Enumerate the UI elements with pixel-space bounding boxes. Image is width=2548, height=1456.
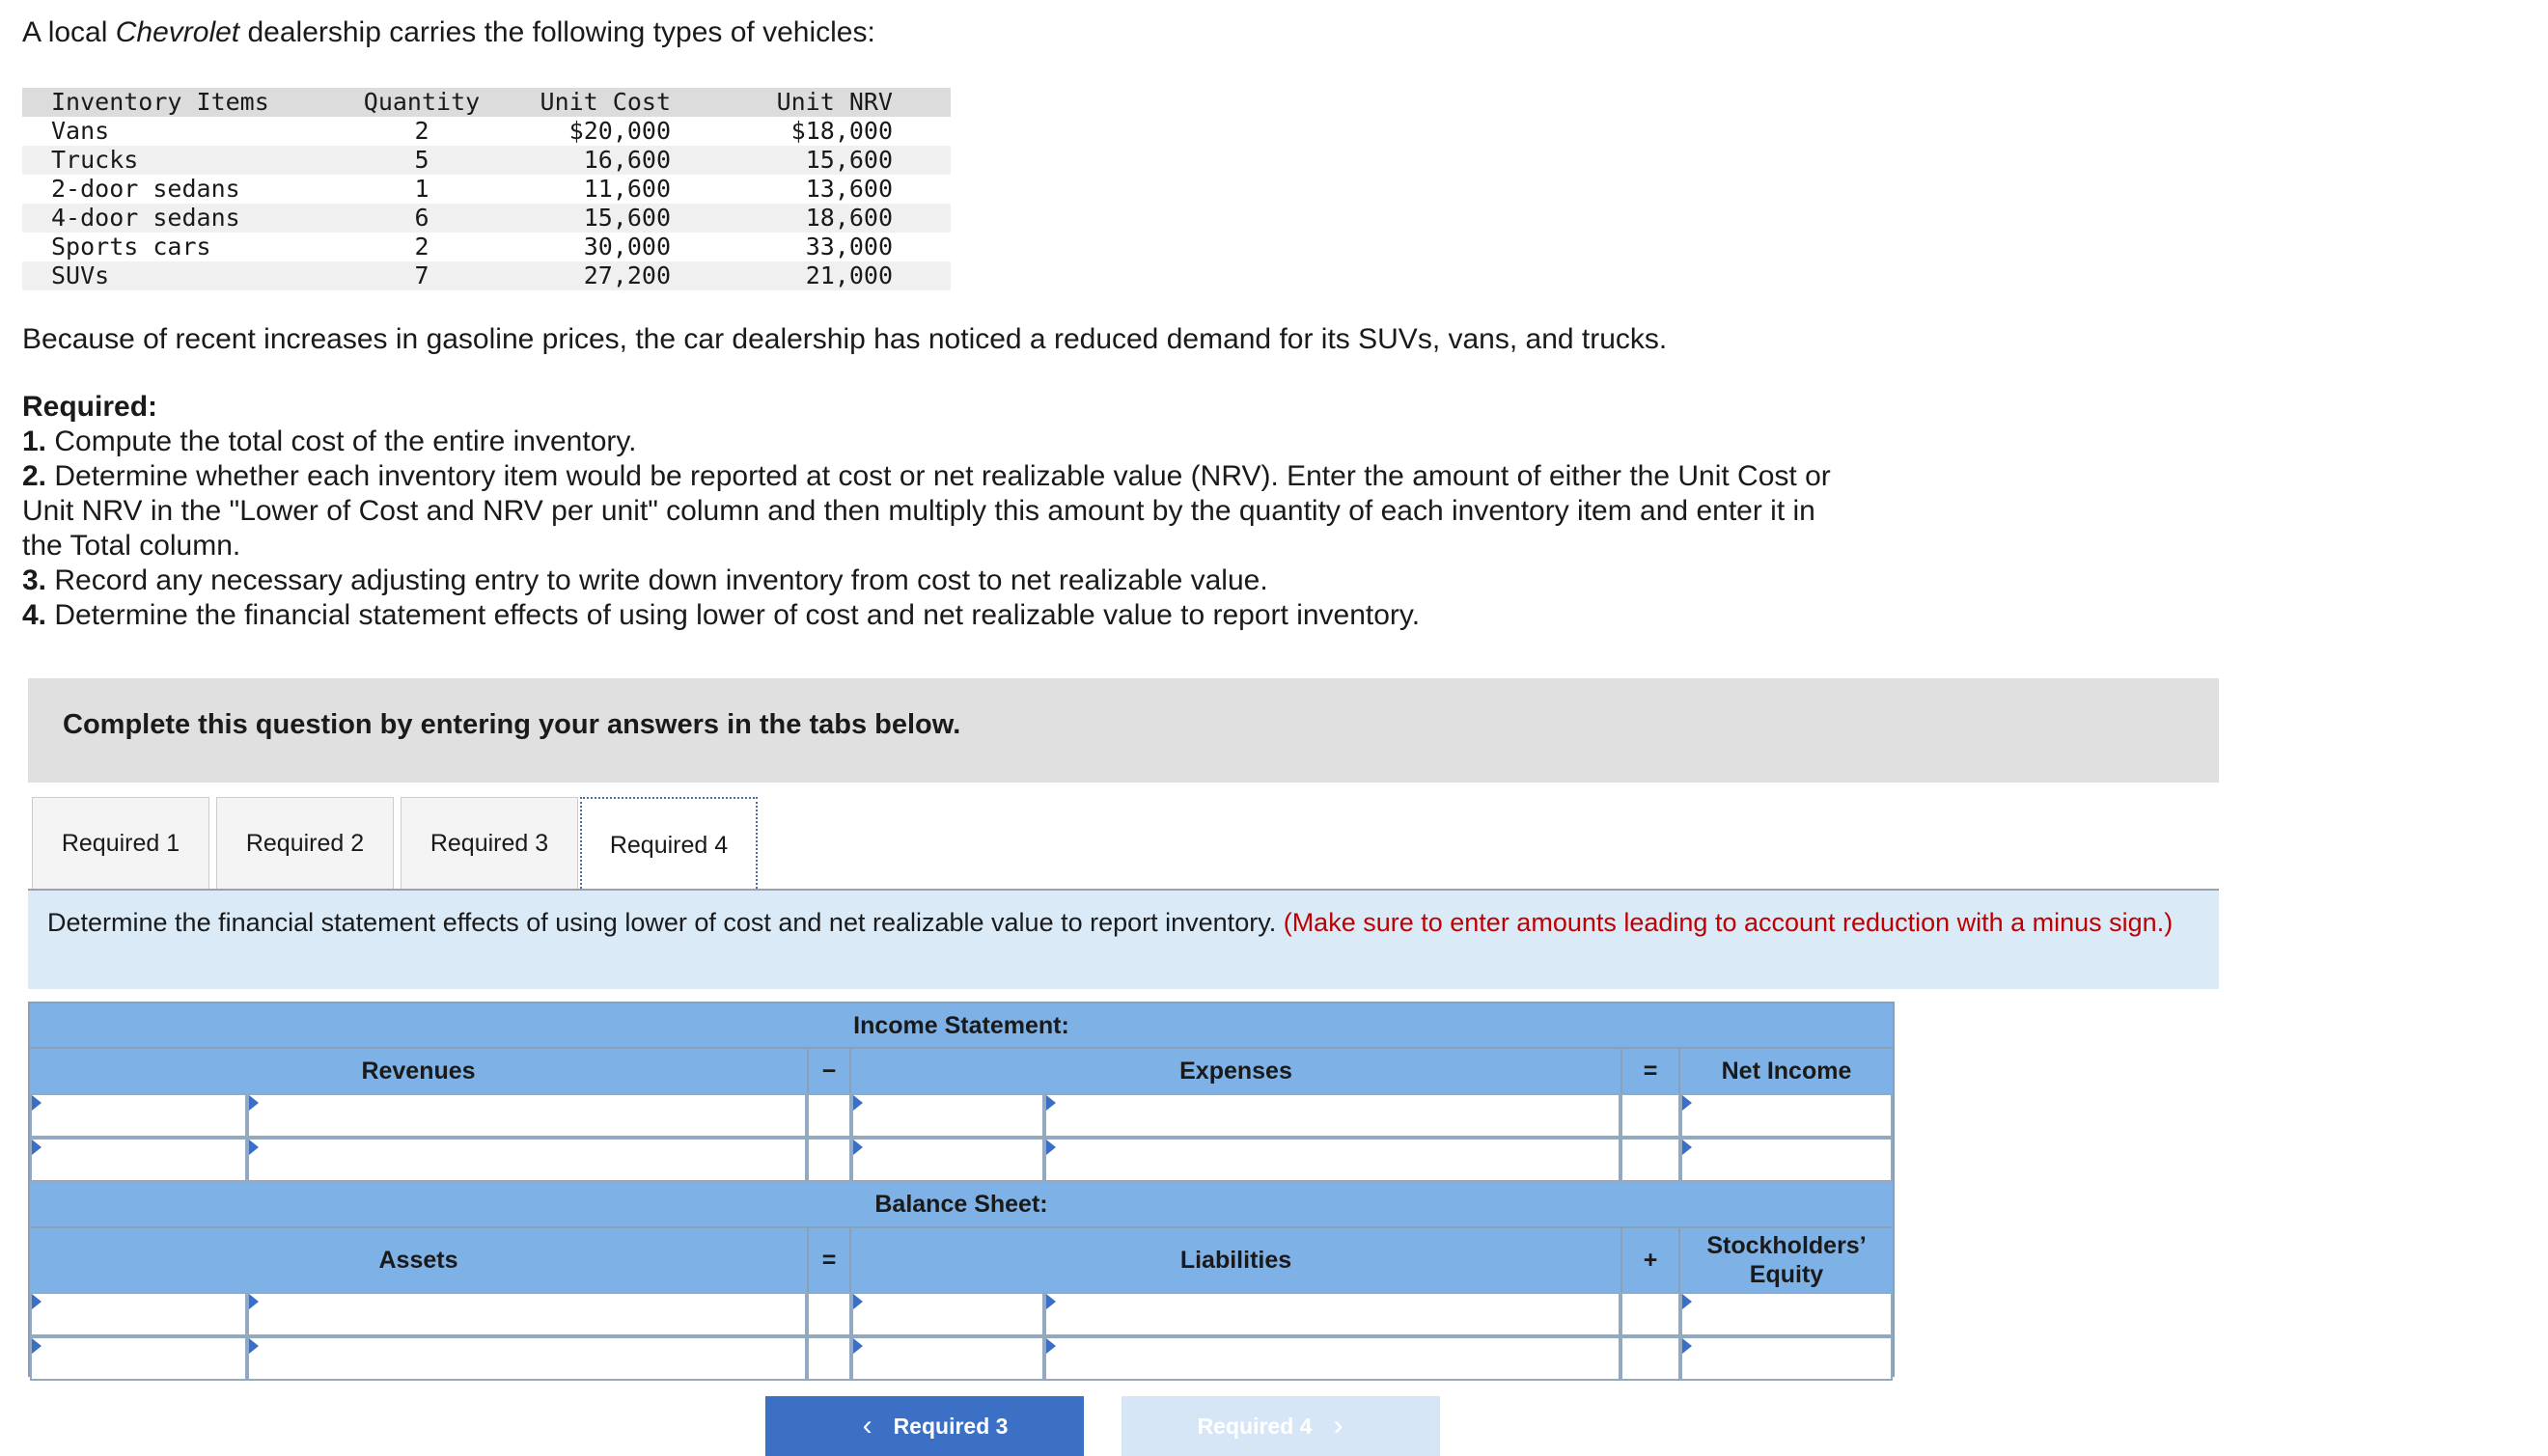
required-item	[22, 425, 1837, 459]
bs-equals-sign: =	[807, 1228, 851, 1292]
table-row	[22, 261, 951, 290]
dropdown-flag-icon	[853, 1294, 863, 1309]
cell-nrv: 15,600	[805, 146, 893, 174]
chevron-left-icon: ‹	[862, 1410, 872, 1442]
dropdown-flag-icon	[249, 1338, 259, 1354]
instruction-text: Determine the financial statement effects of using lower of cost and net realizable value to report inventory.	[47, 908, 1284, 937]
is-expense-amount-input[interactable]	[1044, 1093, 1620, 1138]
cell-nrv: 13,600	[805, 175, 893, 203]
dropdown-flag-icon	[853, 1140, 863, 1155]
is-minus-spacer	[807, 1093, 851, 1138]
cell-cost: 11,600	[583, 175, 671, 203]
liabilities-header: Liabilities	[1179, 1247, 1292, 1274]
bs-plus-spacer	[1620, 1336, 1680, 1381]
income-statement-title: Income Statement:	[853, 1011, 1069, 1039]
is-expense-account-input[interactable]	[851, 1093, 1044, 1138]
cell-cost: 30,000	[583, 233, 671, 261]
prev-button-label: Required 3	[893, 1413, 1009, 1439]
instruction-box	[28, 891, 2219, 989]
table-row	[22, 233, 951, 261]
required-item	[22, 563, 1837, 598]
balance-sheet-row	[30, 1292, 1893, 1336]
plus-sign: +	[1620, 1228, 1680, 1292]
income-statement-header-row	[30, 1047, 1893, 1093]
is-net-income-input[interactable]	[1680, 1093, 1893, 1138]
tab-required-2[interactable]: Required 2	[216, 797, 394, 891]
tab-required-4[interactable]: Required 4	[580, 797, 758, 893]
required-num: 3.	[22, 564, 47, 596]
prev-required-button[interactable]	[765, 1396, 1084, 1456]
cell-qty: 1	[414, 175, 429, 203]
context-paragraph: Because of recent increases in gasoline prices, the car dealership has noticed a reduced demand for its SUVs, vans, and trucks.	[22, 323, 1668, 355]
bs-asset-account-input[interactable]	[30, 1336, 247, 1381]
required-text: Compute the total cost of the entire inventory.	[46, 426, 637, 457]
cell-nrv: 21,000	[805, 261, 893, 289]
balance-sheet-row	[30, 1336, 1893, 1381]
next-button-label: Required 4	[1197, 1413, 1313, 1439]
assets-header: Assets	[378, 1247, 458, 1274]
required-item	[22, 598, 1837, 633]
dropdown-flag-icon	[32, 1140, 42, 1155]
is-expense-account-input[interactable]	[851, 1138, 1044, 1182]
bs-liability-account-input[interactable]	[851, 1336, 1044, 1381]
is-revenue-amount-input[interactable]	[247, 1138, 807, 1182]
header-quantity: Quantity	[363, 88, 481, 116]
intro-prefix: A local	[22, 16, 116, 48]
required-num: 4.	[22, 599, 47, 631]
bs-asset-account-input[interactable]	[30, 1292, 247, 1336]
next-required-button	[1122, 1396, 1440, 1456]
required-list	[22, 390, 1837, 633]
bs-liability-amount-input[interactable]	[1044, 1336, 1620, 1381]
cell-nrv: $18,000	[790, 117, 893, 145]
balance-sheet-title: Balance Sheet:	[874, 1191, 1048, 1218]
intro-brand: Chevrolet	[115, 16, 240, 48]
cell-qty: 5	[414, 146, 429, 174]
dropdown-flag-icon	[249, 1140, 259, 1155]
intro-text	[22, 14, 875, 52]
dropdown-flag-icon	[1046, 1140, 1056, 1155]
is-revenue-account-input[interactable]	[30, 1138, 247, 1182]
cell-nrv: 18,600	[805, 204, 893, 232]
is-equals-spacer	[1620, 1138, 1680, 1182]
cell-item: Trucks	[51, 146, 139, 174]
equity-header: Stockholders’ Equity	[1706, 1232, 1867, 1288]
header-unit-cost: Unit Cost	[540, 88, 671, 116]
bs-equals-spacer	[807, 1292, 851, 1336]
minus-sign: −	[807, 1049, 851, 1093]
required-num: 1.	[22, 426, 47, 457]
cell-cost: $20,000	[568, 117, 671, 145]
cell-item: SUVs	[51, 261, 110, 289]
inventory-table	[22, 88, 951, 290]
required-text: Determine the financial statement effects of using lower of cost and net realizable value to report inventory.	[46, 599, 1421, 631]
effects-grid	[28, 1002, 1895, 1377]
is-minus-spacer	[807, 1138, 851, 1182]
table-row	[22, 146, 951, 175]
table-row	[22, 204, 951, 233]
dropdown-flag-icon	[1046, 1294, 1056, 1309]
bs-liability-account-input[interactable]	[851, 1292, 1044, 1336]
bs-asset-amount-input[interactable]	[247, 1336, 807, 1381]
income-statement-row	[30, 1093, 1893, 1138]
bs-equity-input[interactable]	[1680, 1292, 1893, 1336]
required-text: Record any necessary adjusting entry to write down inventory from cost to net realizable value.	[46, 564, 1268, 596]
dropdown-flag-icon	[853, 1095, 863, 1111]
expenses-header: Expenses	[1179, 1058, 1292, 1085]
inventory-header-row	[22, 88, 951, 117]
complete-prompt-box	[28, 678, 2219, 783]
required-num: 2.	[22, 460, 47, 492]
bs-asset-amount-input[interactable]	[247, 1292, 807, 1336]
cell-cost: 16,600	[583, 146, 671, 174]
equals-sign: =	[1620, 1049, 1680, 1093]
dropdown-flag-icon	[1682, 1294, 1692, 1309]
dropdown-flag-icon	[1046, 1095, 1056, 1111]
is-expense-amount-input[interactable]	[1044, 1138, 1620, 1182]
dropdown-flag-icon	[32, 1294, 42, 1309]
net-income-header: Net Income	[1721, 1058, 1852, 1085]
dropdown-flag-icon	[1682, 1140, 1692, 1155]
income-statement-title-row	[30, 1003, 1893, 1047]
cell-cost: 27,200	[583, 261, 671, 289]
chevron-right-icon: ›	[1333, 1410, 1343, 1442]
is-equals-spacer	[1620, 1093, 1680, 1138]
cell-item: 4-door sedans	[51, 204, 240, 232]
complete-prompt: Complete this question by entering your answers in the tabs below.	[63, 709, 961, 740]
balance-sheet-title-row	[30, 1182, 1893, 1226]
dropdown-flag-icon	[853, 1338, 863, 1354]
is-revenue-account-input[interactable]	[30, 1093, 247, 1138]
income-statement-row	[30, 1138, 1893, 1182]
header-items: Inventory Items	[51, 88, 269, 116]
intro-suffix: dealership carries the following types of vehicles:	[239, 16, 875, 48]
required-item	[22, 459, 1837, 563]
table-row	[22, 117, 951, 146]
dropdown-flag-icon	[32, 1338, 42, 1354]
cell-nrv: 33,000	[805, 233, 893, 261]
cell-qty: 6	[414, 204, 429, 232]
cell-qty: 2	[414, 117, 429, 145]
bs-liability-amount-input[interactable]	[1044, 1292, 1620, 1336]
is-net-income-input[interactable]	[1680, 1138, 1893, 1182]
bs-equity-input[interactable]	[1680, 1336, 1893, 1381]
is-revenue-amount-input[interactable]	[247, 1093, 807, 1138]
dropdown-flag-icon	[1046, 1338, 1056, 1354]
cell-qty: 7	[414, 261, 429, 289]
dropdown-flag-icon	[1682, 1338, 1692, 1354]
cell-qty: 2	[414, 233, 429, 261]
dropdown-flag-icon	[249, 1095, 259, 1111]
required-heading: Required:	[22, 391, 158, 423]
cell-item: 2-door sedans	[51, 175, 240, 203]
cell-cost: 15,600	[583, 204, 671, 232]
dropdown-flag-icon	[249, 1294, 259, 1309]
dropdown-flag-icon	[1682, 1095, 1692, 1111]
cell-item: Vans	[51, 117, 110, 145]
bs-equals-spacer	[807, 1336, 851, 1381]
required-text: Determine whether each inventory item would be reported at cost or net realizable value (NRV). Enter the amount of either the Unit Cost or Unit NRV in the "Lower of Cost and NRV per unit" column and then multiply this amount by the quantity of each inventory item and enter it in the Total column.	[22, 460, 1831, 562]
balance-sheet-header-row	[30, 1226, 1893, 1292]
instruction-note: (Make sure to enter amounts leading to account reduction with a minus sign.)	[1283, 908, 2174, 937]
tab-required-3[interactable]: Required 3	[401, 797, 578, 891]
revenues-header: Revenues	[361, 1058, 476, 1085]
dropdown-flag-icon	[32, 1095, 42, 1111]
tab-required-1[interactable]: Required 1	[32, 797, 209, 891]
table-row	[22, 175, 951, 204]
bs-plus-spacer	[1620, 1292, 1680, 1336]
header-unit-nrv: Unit NRV	[776, 88, 893, 116]
cell-item: Sports cars	[51, 233, 211, 261]
